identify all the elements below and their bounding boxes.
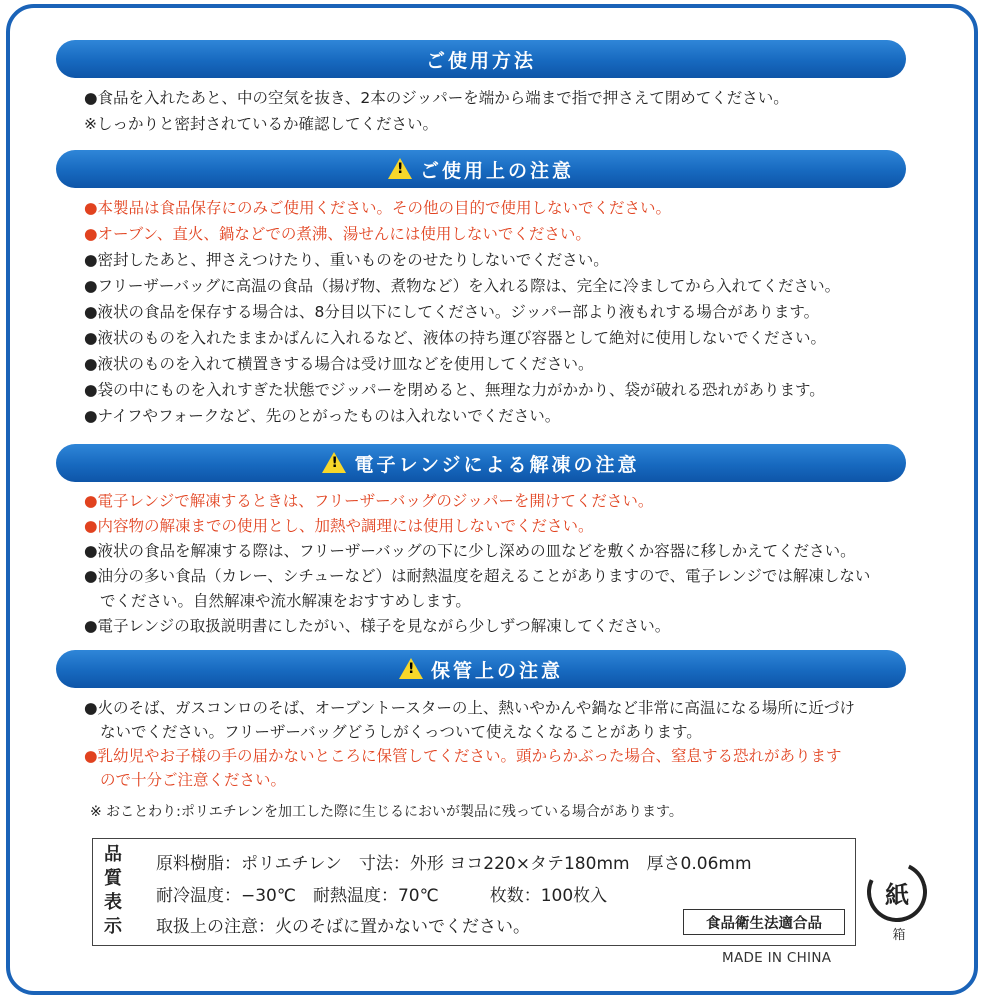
caution-line-1: ●密封したあと、押さえつけたり、重いものをのせたりしないでください。 [84,251,609,269]
food-sanitation-badge: 食品衛生法適合品 [683,909,845,935]
warning-icon [388,158,412,179]
quality-label-heading [101,843,125,939]
caution-banner [56,150,906,188]
storage-line-1: ●火のそば、ガスコンロのそば、オーブントースターの上、熱いやかんや鍋など非常に高温になる場所に近づけ [84,699,855,717]
microwave-line-2-cont: でください。自然解凍や流水解凍をおすすめします。 [100,592,471,610]
microwave-red-line-1: ●電子レンジで解凍するときは、フリーザーバッグのジッパーを開けてください。 [84,492,654,510]
microwave-line-3: ●電子レンジの取扱説明書にしたがい、様子を見ながら少しずつ解凍してください。 [84,617,671,635]
microwave-banner [56,444,906,482]
quality-label-box [92,838,856,946]
storage-red-line-1-cont: ので十分ご注意ください。 [100,771,287,789]
usage-line-1: ●食品を入れたあと、中の空気を抜き、2本のジッパーを端から端まで指で押さえて閉めてください。 [84,89,789,107]
disclaimer-note: ※ おことわり:ポリエチレンを加工した際に生じるにおいが製品に残っている場合があります。 [90,804,683,820]
heading-char: 表 [104,892,122,913]
usage-line-2: ※しっかりと密封されているか確認してください。 [84,115,438,133]
caution-line-5: ●液状のものを入れて横置きする場合は受け皿などを使用してください。 [84,355,594,373]
caution-line-6: ●袋の中にものを入れすぎた状態でジッパーを閉めると、無理な力がかかり、袋が破れる恐れがあります。 [84,381,825,399]
heading-char: 品 [104,844,122,865]
recycle-ring [859,854,936,931]
caution-red-line-1: ●本製品は食品保存にのみご使用ください。その他の目的で使用しないでください。 [84,199,672,217]
caution-line-4: ●液状のものを入れたままかばんに入れるなど、液体の持ち運び容器として絶対に使用しないでください。 [84,329,827,347]
recycle-mark-text: 紙 [885,880,909,909]
heading-char: 示 [104,916,122,937]
microwave-red-line-2: ●内容物の解凍までの使用とし、加熱や調理には使用しないでください。 [84,517,594,535]
storage-title: 保管上の注意 [430,659,563,682]
recycle-sub-text: 箱 [892,928,906,943]
microwave-line-2: ●油分の多い食品（カレー、シチューなど）は耐熱温度を超えることがありますので、電子レンジでは解凍しない [84,567,871,585]
microwave-title: 電子レンジによる解凍の注意 [354,453,640,476]
storage-red-line-1: ●乳幼児やお子様の手の届かないところに保管してください。頭からかぶった場合、窒息する恐れがあります [84,747,842,765]
storage-line-1-cont: ないでください。フリーザーバッグどうしがくっついて使えなくなることがあります。 [100,723,702,741]
caution-red-line-2: ●オーブン、直火、鍋などでの煮沸、湯せんには使用しないでください。 [84,225,591,243]
warning-icon [322,452,346,473]
storage-banner [56,650,906,688]
caution-line-2: ●フリーザーバッグに高温の食品（揚げ物、煮物など）を入れる際は、完全に冷ましてから入れてください。 [84,277,841,295]
usage-title: ご使用方法 [425,49,536,72]
warning-icon [399,658,423,679]
caution-line-3: ●液状の食品を保存する場合は、8分目以下にしてください。ジッパー部より液もれする場合があります。 [84,303,820,321]
spec-temperature-count: 耐冷温度：−30℃ 耐熱温度：70℃ 枚数：100枚入 [156,886,608,906]
made-in-label: MADE IN CHINA [722,950,832,966]
heading-char: 質 [104,868,122,889]
caution-line-7: ●ナイフやフォークなど、先のとがったものは入れないでください。 [84,407,561,425]
paper-recycle-icon [867,862,931,942]
spec-handling-caution: 取扱上の注意：火のそばに置かないでください。 [156,917,530,937]
microwave-line-1: ●液状の食品を解凍する際は、フリーザーバッグの下に少し深めの皿などを敷くか容器に移しかえてください。 [84,542,856,560]
usage-banner [56,40,906,78]
caution-title: ご使用上の注意 [419,159,574,182]
spec-material-size: 原料樹脂：ポリエチレン 寸法：外形 ヨコ220×タテ180mm 厚さ0.06mm [156,854,752,874]
